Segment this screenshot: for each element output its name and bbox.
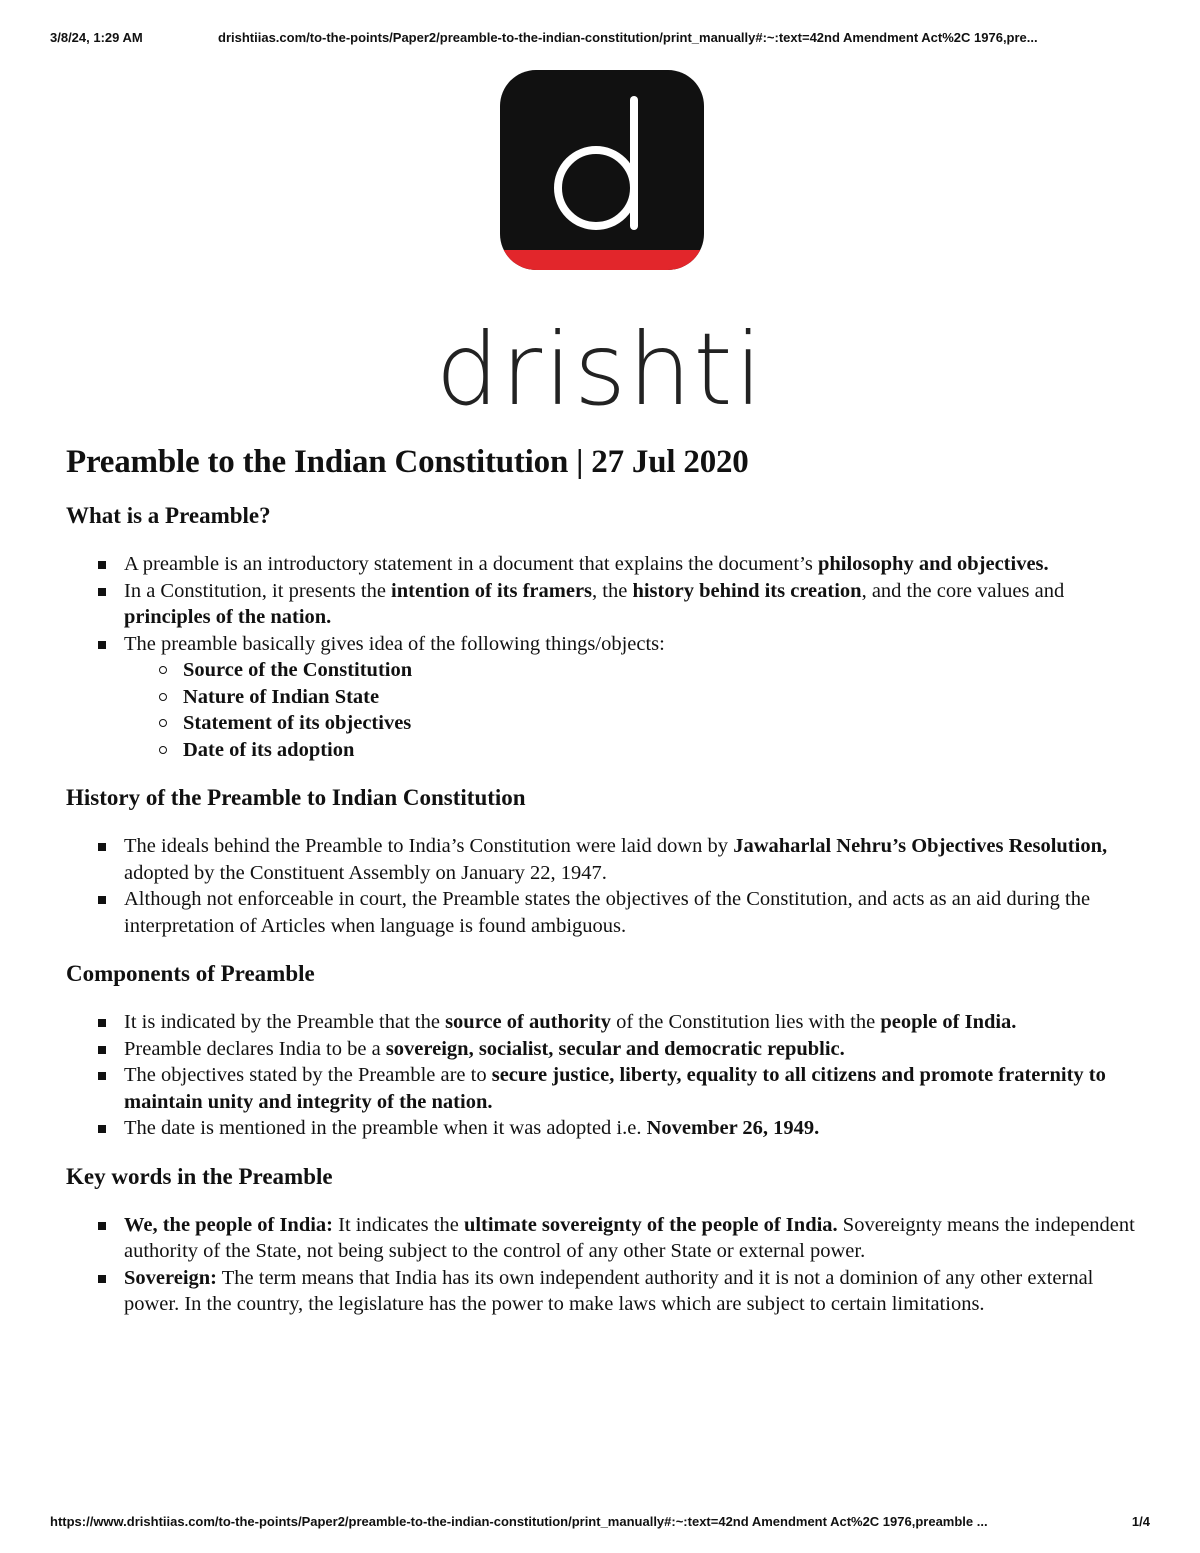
print-header <box>50 30 1150 52</box>
keywords-list <box>66 1212 1146 1318</box>
letter-d-glyph <box>500 70 704 270</box>
list-item: Preamble declares India to be a sovereign, socialist, secular and democratic republic. <box>124 1036 1146 1063</box>
footer-url[interactable]: https://www.drishtiias.com/to-the-points/Paper2/preamble-to-the-indian-constitution/print_manually#:~:text=42nd Amendment Act%2C 1976,preamble ... <box>50 1514 988 1529</box>
section-heading-keywords: Key words in the Preamble <box>66 1163 333 1189</box>
article <box>66 444 1146 1340</box>
print-footer <box>50 1514 1150 1534</box>
section-heading-what: What is a Preamble? <box>66 503 271 528</box>
list-item: The ideals behind the Preamble to India’s Constitution were laid down by Jawaharlal Nehru’s Objectives Resolution, adopted by the Constituent Assembly on January 22, 1947. <box>124 833 1146 886</box>
list-item: The preamble basically gives idea of the following things/objects: Source of the Constitution Nature of Indian State Statement of its objectives Date of its adoption <box>124 631 1146 764</box>
list-item: It is indicated by the Preamble that the source of authority of the Constitution lies with the people of India. <box>124 1009 1146 1036</box>
logo-red-stripe <box>500 250 704 270</box>
sub-list <box>124 657 1146 763</box>
list-item: Although not enforceable in court, the Preamble states the objectives of the Constitution, and acts as an aid during the interpretation of Articles when language is found ambiguous. <box>124 886 1146 939</box>
sub-list-item: Statement of its objectives <box>183 710 1146 737</box>
components-list <box>66 1009 1146 1142</box>
drishti-logo[interactable] <box>430 70 770 428</box>
sub-list-item: Nature of Indian State <box>183 684 1146 711</box>
article-title: Preamble to the Indian Constitution | 27 Jul 2020 <box>66 444 749 480</box>
list-item: The objectives stated by the Preamble are to secure justice, liberty, equality to all citizens and promote fraternity to maintain unity and integrity of the nation. <box>124 1062 1146 1115</box>
what-list <box>66 551 1146 763</box>
list-item: The date is mentioned in the preamble when it was adopted i.e. November 26, 1949. <box>124 1115 1146 1142</box>
page-number: 1/4 <box>1131 1514 1150 1529</box>
section-heading-history: History of the Preamble to Indian Constitution <box>66 785 526 810</box>
print-datetime: 3/8/24, 1:29 AM <box>50 30 143 45</box>
list-item: In a Constitution, it presents the intention of its framers, the history behind its creation, and the core values and principles of the nation. <box>124 578 1146 631</box>
history-list <box>66 833 1146 939</box>
list-item: We, the people of India: It indicates the ultimate sovereignty of the people of India. Sovereignty means the independent authority of the State, not being subject to the control of any other State or external power. <box>124 1212 1146 1265</box>
list-item: A preamble is an introductory statement in a document that explains the document’s philosophy and objectives. <box>124 551 1146 578</box>
print-url[interactable]: drishtiias.com/to-the-points/Paper2/preamble-to-the-indian-constitution/print_manually#:~:text=42nd Amendment Act%2C 1976,pre... <box>218 30 1038 45</box>
sub-list-item: Date of its adoption <box>183 737 1146 764</box>
drishti-wordmark: drishti <box>435 311 765 428</box>
drishti-logo-icon <box>500 70 704 270</box>
section-heading-components: Components of Preamble <box>66 961 315 986</box>
sub-list-item: Source of the Constitution <box>183 657 1146 684</box>
list-item: Sovereign: The term means that India has its own independent authority and it is not a dominion of any other external power. In the country, the legislature has the power to make laws which are subject to certain limitations. <box>124 1265 1146 1318</box>
